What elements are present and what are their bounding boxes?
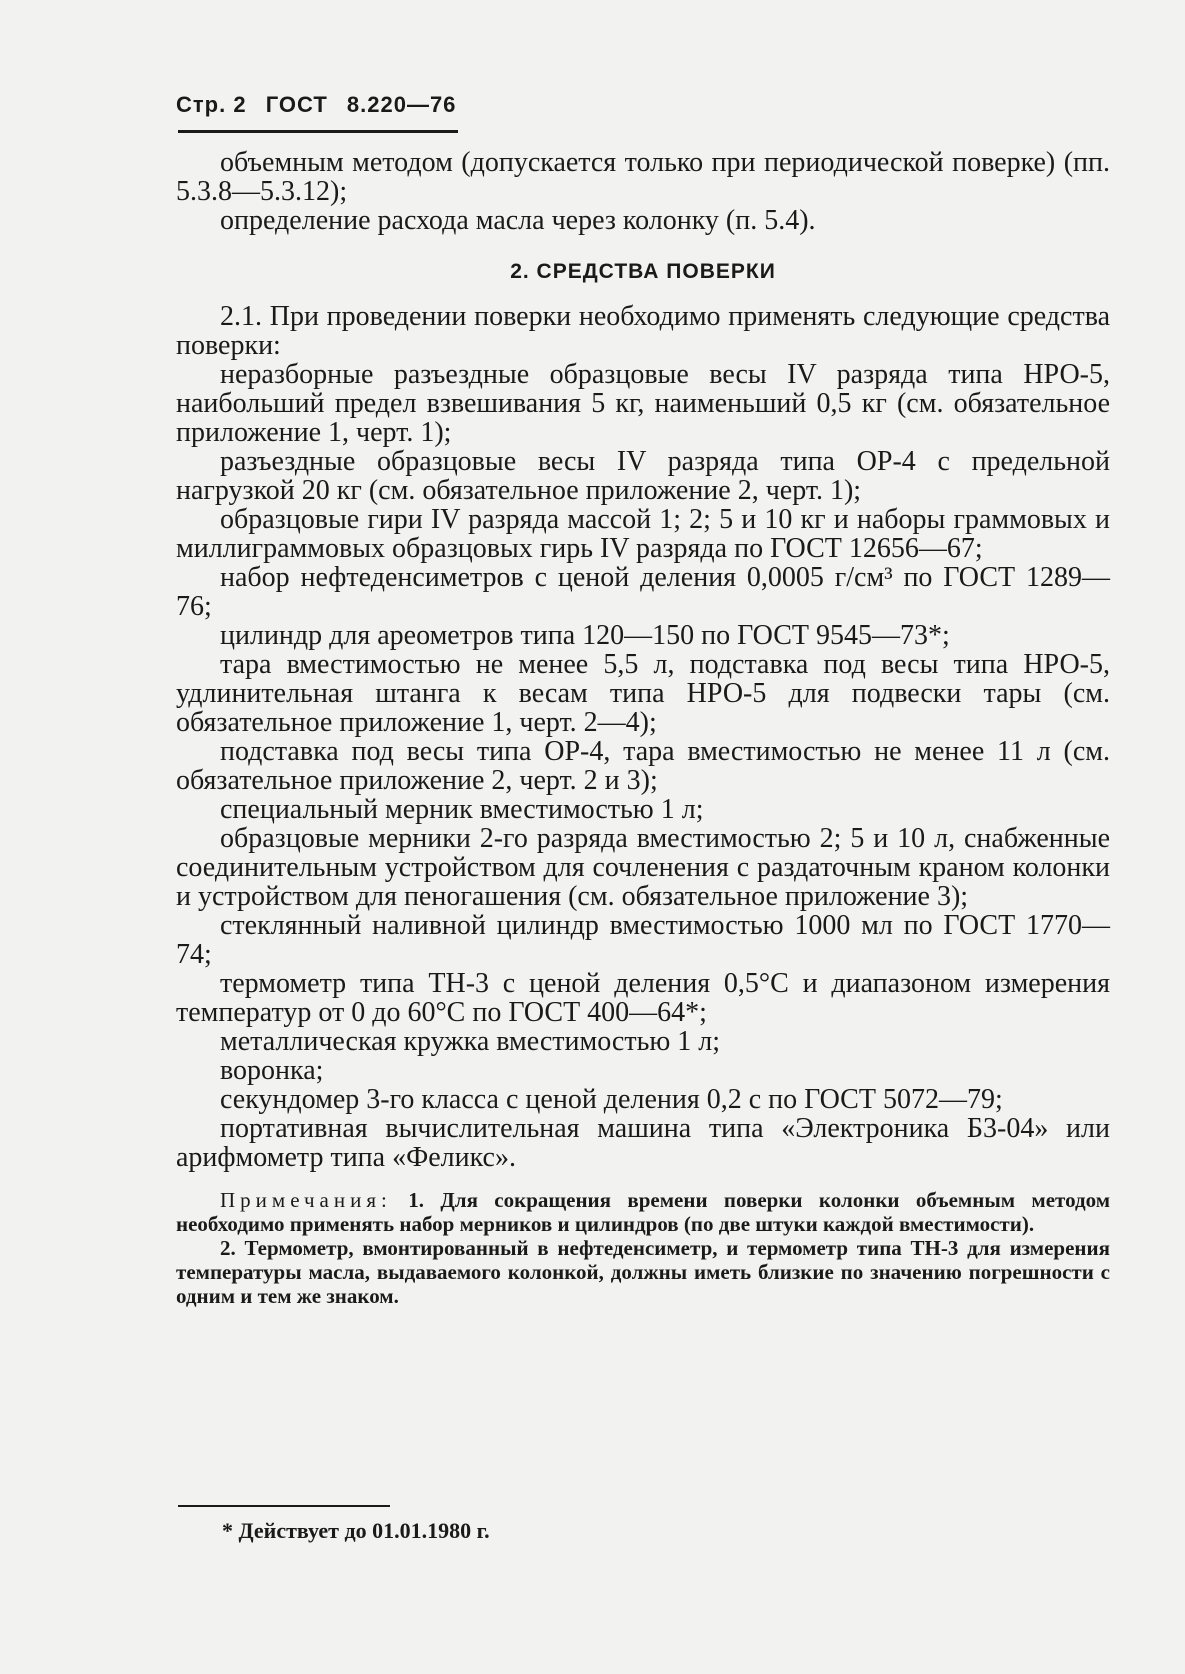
list-item: разъездные образцовые весы IV разряда типа ОР-4 с предельной нагрузкой 20 кг (см. обязательное приложение 2, черт. 1); bbox=[176, 446, 1110, 506]
list-item: тара вместимостью не менее 5,5 л, подставка под весы типа НРО-5, удлинительная штанга к весам типа НРО-5 для подвески тары (см. обязательное приложение 1, черт. 2—4); bbox=[176, 649, 1110, 738]
standard-label: ГОСТ bbox=[265, 92, 328, 117]
section-title: 2. СРЕДСТВА ПОВЕРКИ bbox=[510, 260, 776, 283]
list-item: металлическая кружка вместимостью 1 л; bbox=[220, 1026, 721, 1057]
list-item: специальный мерник вместимостью 1 л; bbox=[220, 794, 704, 825]
list-item: цилиндр для ареометров типа 120—150 по ГОСТ 9545—73*; bbox=[220, 620, 950, 651]
intro-paragraph: определение расхода масла через колонку (п. 5.4). bbox=[220, 205, 816, 236]
notes-lead: Примечания: bbox=[220, 1188, 392, 1212]
header-rule bbox=[178, 130, 458, 133]
list-item: набор нефтеденсиметров с ценой деления 0,0005 г/см³ по ГОСТ 1289—76; bbox=[176, 562, 1110, 622]
list-item: 2.1. При проведении поверки необходимо применять следующие средства поверки: bbox=[176, 301, 1110, 361]
notes-block bbox=[176, 1188, 1110, 1308]
note-1 bbox=[176, 1188, 1110, 1236]
note-1-text: 1. Для сокращения времени поверки колонки объемным методом необходимо применять набор мерников и цилиндров (по две штуки каждой вместимости). bbox=[176, 1188, 1110, 1236]
page-header bbox=[176, 92, 468, 118]
list-item: воронка; bbox=[220, 1055, 324, 1086]
footnote-rule bbox=[178, 1505, 390, 1507]
list-item: образцовые мерники 2-го разряда вместимостью 2; 5 и 10 л, снабженные соединительным устройством для сочленения с раздаточным краном колонки и устройством для пеногашения (см. обязательное приложение 3); bbox=[176, 823, 1110, 912]
page-number: Стр. 2 bbox=[176, 92, 247, 117]
list-item: неразборные разъездные образцовые весы IV разряда типа НРО-5, наибольший предел взвешивания 5 кг, наименьший 0,5 кг (см. обязательное приложение 1, черт. 1); bbox=[176, 359, 1110, 448]
list-item: подставка под весы типа ОР-4, тара вместимостью не менее 11 л (см. обязательное приложение 2, черт. 2 и 3); bbox=[176, 736, 1110, 796]
list-item: портативная вычислительная машина типа «Электроника Б3-04» или арифмометр типа «Феликс». bbox=[176, 1113, 1110, 1173]
standard-number: 8.220—76 bbox=[346, 92, 457, 117]
footnote: * Действует до 01.01.1980 г. bbox=[222, 1518, 490, 1543]
list-item: термометр типа ТН-3 с ценой деления 0,5°С и диапазоном измерения температур от 0 до 60°С по ГОСТ 400—64*; bbox=[176, 968, 1110, 1028]
note-2: 2. Термометр, вмонтированный в нефтеденсиметр, и термометр типа ТН-3 для измерения температуры масла, выдаваемого колонкой, должны иметь близкие по значению погрешности с одним и тем же знаком. bbox=[176, 1236, 1110, 1308]
list-item: образцовые гири IV разряда массой 1; 2; 5 и 10 кг и наборы граммовых и миллиграммовых образцовых гирь IV разряда по ГОСТ 12656—67; bbox=[176, 504, 1110, 564]
intro-paragraph: объемным методом (допускается только при периодической поверке) (пп. 5.3.8—5.3.12); bbox=[176, 147, 1110, 207]
list-item: стеклянный наливной цилиндр вместимостью 1000 мл по ГОСТ 1770—74; bbox=[176, 910, 1110, 970]
list-item: секундомер 3-го класса с ценой деления 0,2 с по ГОСТ 5072—79; bbox=[220, 1084, 1003, 1115]
body-text bbox=[176, 148, 1110, 1308]
